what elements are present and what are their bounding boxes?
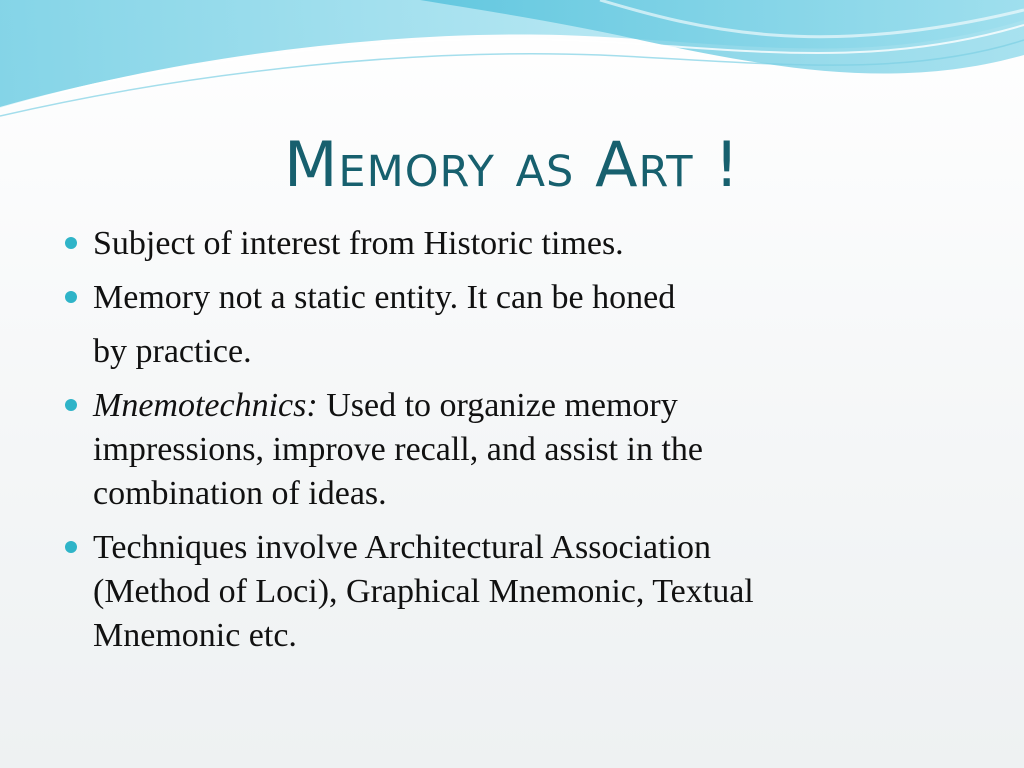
bullet-dot-icon xyxy=(65,291,77,303)
bullet-text: Subject of interest from Historic times. xyxy=(93,225,624,262)
bullet-dot-icon xyxy=(65,399,77,411)
bullet-text: Techniques involve Architectural Association xyxy=(93,529,711,566)
header-wave-decoration xyxy=(0,0,1024,130)
bullet-text-continuation: (Method of Loci), Graphical Mnemonic, Textual xyxy=(93,573,754,610)
slide-title: Memory as Art ! xyxy=(283,128,741,201)
bullet-item xyxy=(60,384,960,516)
bullet-emphasis: Mnemotechnics: xyxy=(93,387,318,424)
bullet-item xyxy=(60,526,960,658)
bullet-text: Memory not a static entity. It can be honed xyxy=(93,279,676,316)
bullet-text-continuation: combination of ideas. xyxy=(93,475,387,512)
bullet-text: Used to organize memory xyxy=(317,387,678,424)
bullet-first-line xyxy=(93,384,960,428)
bullet-dot-icon xyxy=(65,541,77,553)
bullet-text-continuation: Mnemonic etc. xyxy=(93,617,297,654)
bullet-item xyxy=(60,222,960,266)
bullet-list xyxy=(60,222,960,668)
bullet-dot-icon xyxy=(65,237,77,249)
bullet-item xyxy=(60,276,960,374)
bullet-text-continuation: by practice. xyxy=(93,333,252,370)
bullet-text-continuation: impressions, improve recall, and assist in the xyxy=(93,431,703,468)
